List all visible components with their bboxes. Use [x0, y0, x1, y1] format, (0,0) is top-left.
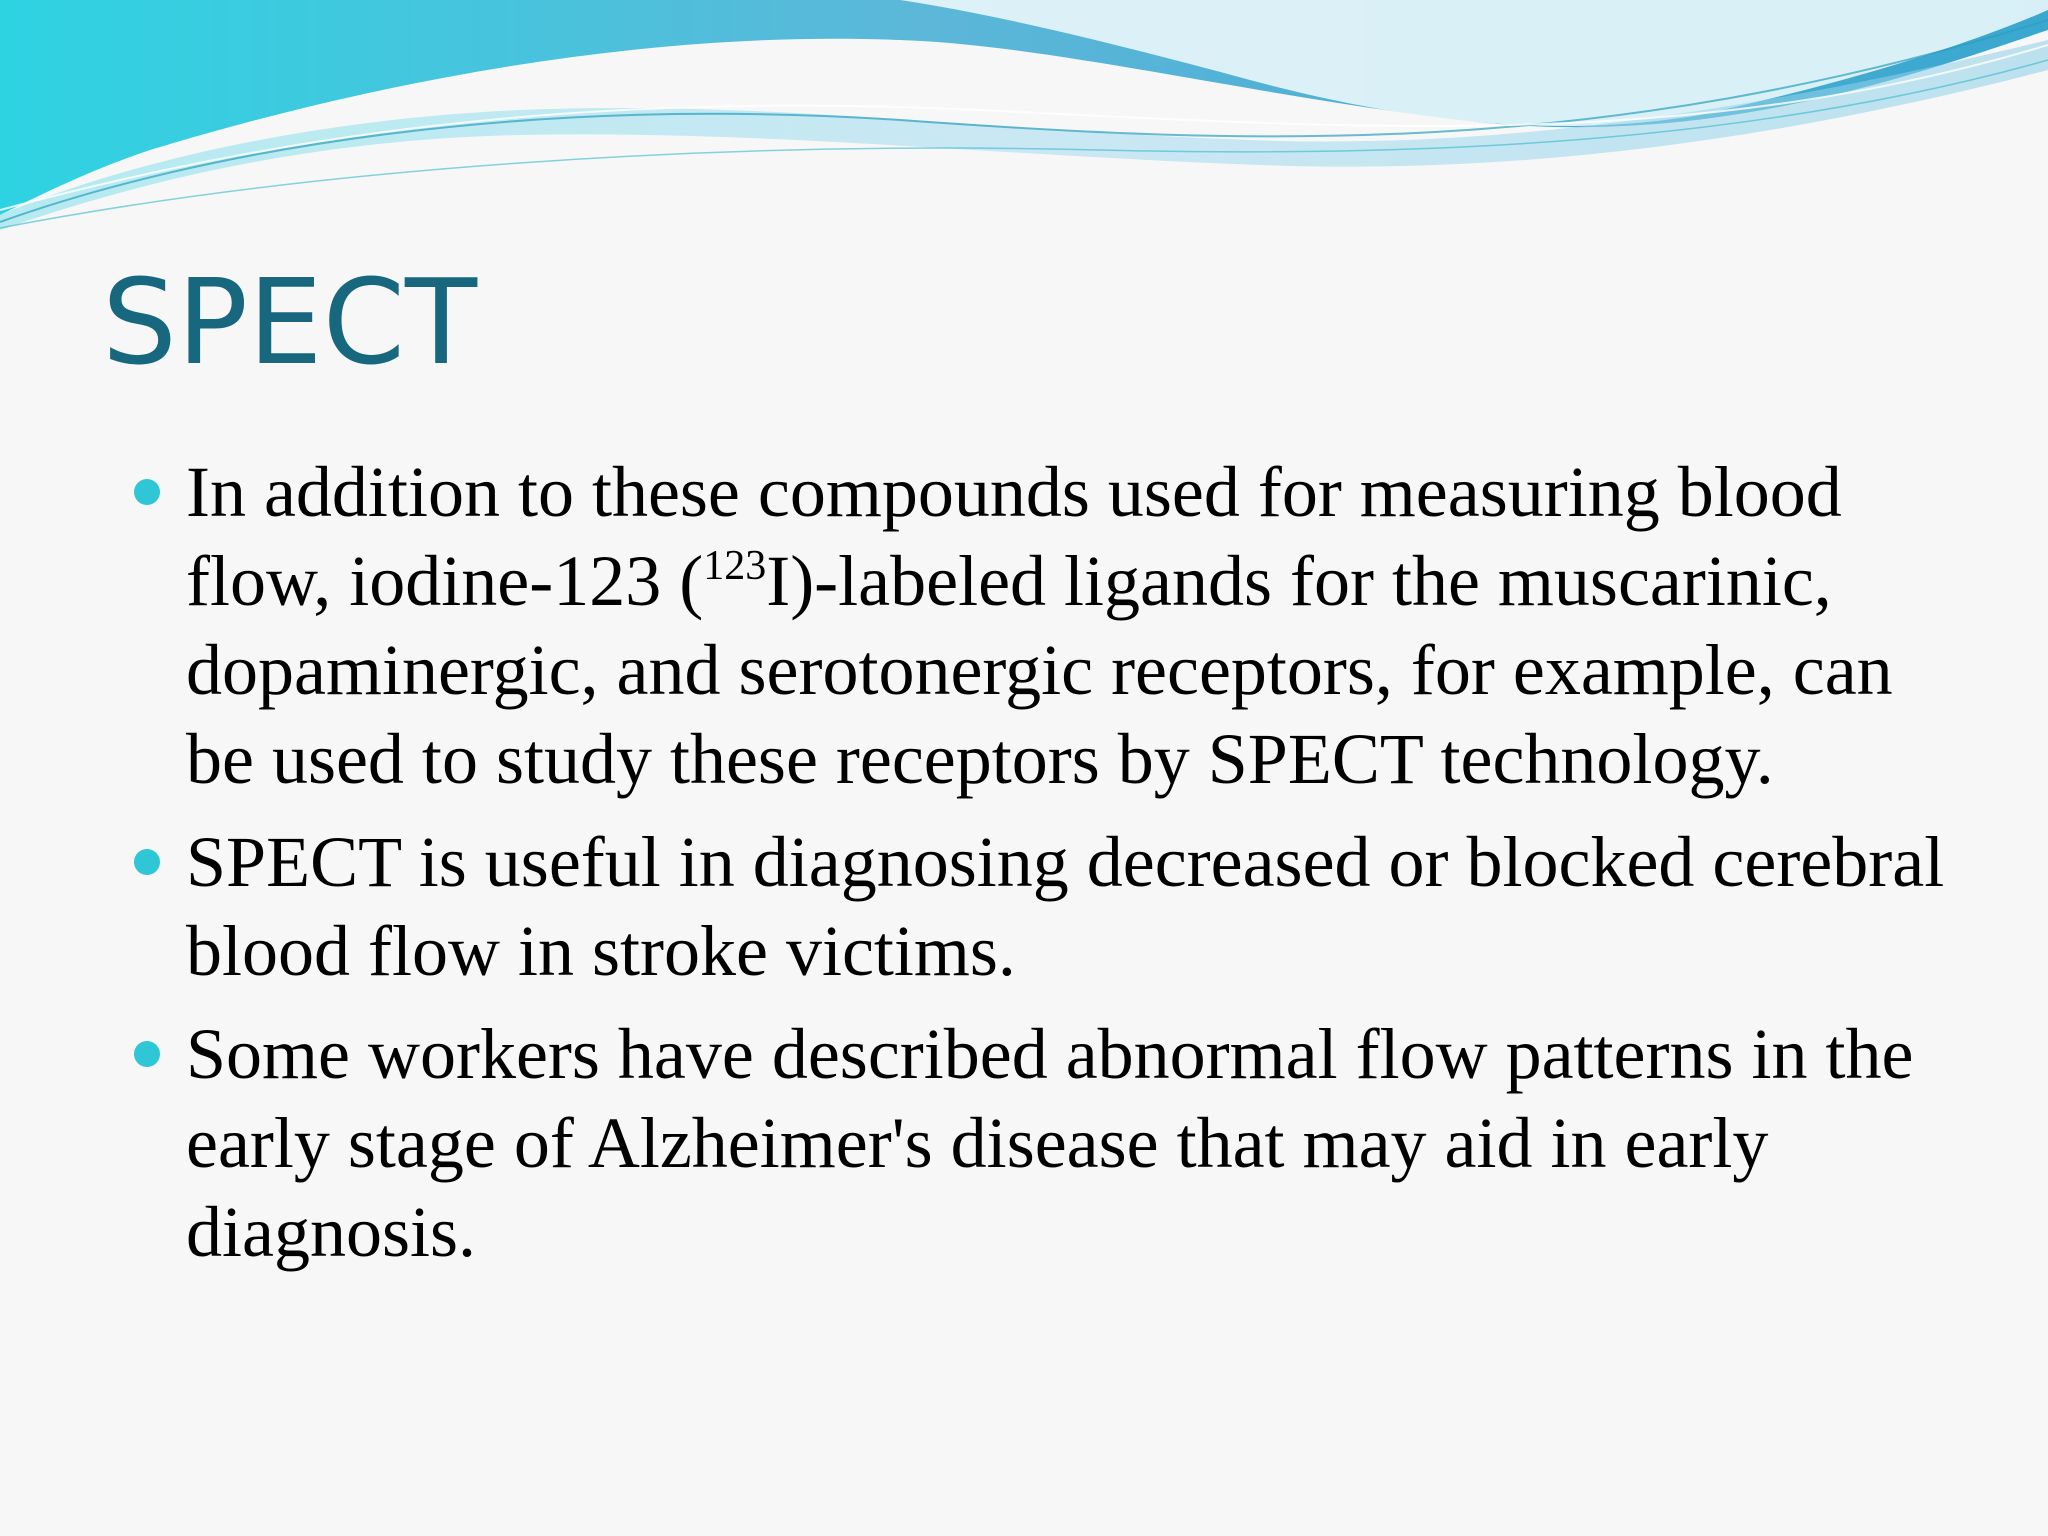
bullet-item-stroke: [128, 818, 1958, 996]
isotope-superscript: 123: [703, 543, 767, 589]
bullet-dot-icon: [134, 849, 160, 875]
bullet-list: [128, 448, 1958, 1291]
bullet-text: SPECT is useful in diagnosing decreased or blocked cerebral blood flow in stroke victims.: [186, 822, 1945, 991]
bullet-text-part: In addition to these compounds used for measuring blood flow, iodine-123 (: [186, 452, 1842, 621]
bullet-dot-icon: [134, 1041, 160, 1067]
bullet-dot-icon: [134, 479, 160, 505]
bullet-text-part: I)-labeled ligands for the muscarinic, dopaminergic, and serotonergic receptors, for example, can be used to study these receptors by SPECT technology.: [186, 541, 1893, 799]
wave-banner-decoration: [0, 0, 2048, 240]
bullet-text: Some workers have described abnormal flow patterns in the early stage of Alzheimer's disease that may aid in early diagnosis.: [186, 1014, 1914, 1272]
bullet-item-spect-ligands: [128, 448, 1958, 804]
slide-title: SPECT: [102, 253, 478, 391]
bullet-item-alzheimers: [128, 1010, 1958, 1277]
